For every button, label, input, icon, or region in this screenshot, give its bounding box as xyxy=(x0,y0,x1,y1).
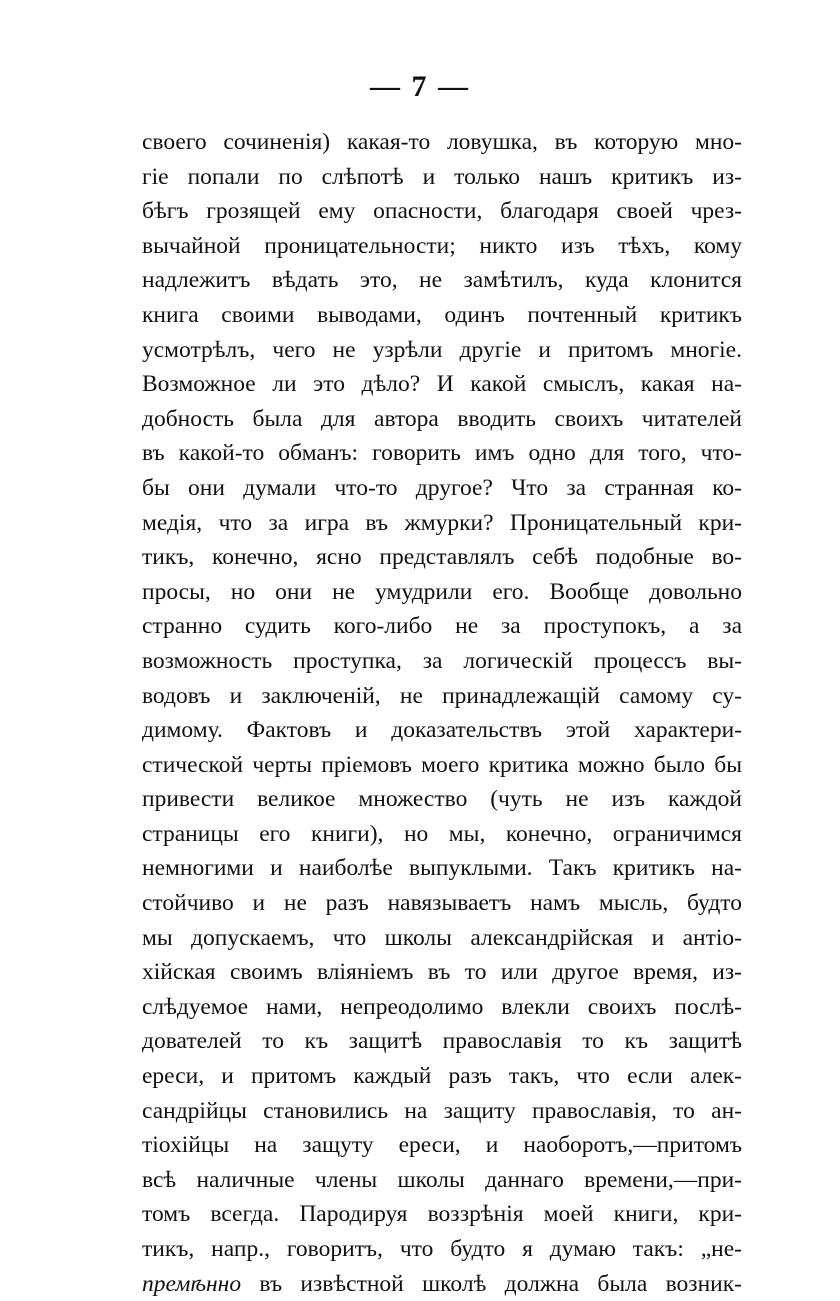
text-line: страницы его книги), но мы, конечно, ограничимся xyxy=(142,820,742,847)
text-line: Возможное ли это дѣло? И какой смыслъ, какая на- xyxy=(142,371,742,398)
text-line: надлежитъ вѣдать это, не замѣтилъ, куда клонится xyxy=(142,267,742,294)
text-line: всѣ наличные члены школы даннаго времени,—при- xyxy=(142,1166,742,1193)
text-line: сандрійцы становились на защиту православія, то ан- xyxy=(142,1097,742,1124)
text-line: своего сочиненія) какая-то ловушка, въ которую мно- xyxy=(142,129,742,155)
text-line: тіохійцы на защуту ереси, и наоборотъ,—притомъ xyxy=(142,1132,742,1159)
text-line: хійская своимъ вліяніемъ въ то или другое время, из- xyxy=(142,959,742,986)
text-line: странно судить кого-либо не за проступокъ, а за xyxy=(142,613,742,640)
text-line: вычайной проницательности; никто изъ тѣхъ, кому xyxy=(142,232,742,259)
text-line: гіе попали по слѣпотѣ и только нашъ критикъ из- xyxy=(142,163,742,190)
text-line-last xyxy=(142,1267,742,1301)
page-number: — 7 — xyxy=(370,70,470,103)
text-line: водовъ и заключеній, не принадлежащій самому су- xyxy=(142,682,742,709)
text-line: немногими и наиболѣе выпуклыми. Такъ критикъ на- xyxy=(142,855,742,882)
emphasized-word: премѣнно xyxy=(142,1270,242,1297)
text-line: дователей то къ защитѣ православія то къ защитѣ xyxy=(142,1028,742,1055)
text-line: стойчиво и не разъ навязываетъ намъ мысль, будто xyxy=(142,890,742,917)
text-line: ереси, и притомъ каждый разъ такъ, что если алек- xyxy=(142,1063,742,1090)
body-text xyxy=(142,125,742,1301)
text-line: добность была для автора вводить своихъ читателей xyxy=(142,405,742,432)
text-line: стической черты пріемовъ моего критика можно было бы xyxy=(142,751,742,778)
text-line: привести великое множество (чуть не изъ каждой xyxy=(142,786,742,813)
text-line: димому. Фактовъ и доказательствъ этой характери- xyxy=(142,717,742,744)
text-line: медія, что за игра въ жмурки? Проницательный кри- xyxy=(142,509,742,536)
text-line: томъ всегда. Пародируя воззрѣнія моей книги, кри- xyxy=(142,1201,742,1228)
text-line: въ какой-то обманъ: говорить имъ одно для того, что- xyxy=(142,440,742,467)
text-line: слѣдуемое нами, непреодолимо влекли своихъ послѣ- xyxy=(142,993,742,1020)
text-line: книга своими выводами, одинъ почтенный критикъ xyxy=(142,301,742,328)
text-line: просы, но они не умудрили его. Вообще довольно xyxy=(142,578,742,605)
text-line: бы они думали что-то другое? Что за странная ко- xyxy=(142,474,742,501)
text-line: усмотрѣлъ, чего не узрѣли другіе и притомъ многіе. xyxy=(142,336,742,363)
last-line-rest: въ извѣстной школѣ должна была возник- xyxy=(241,1270,742,1297)
text-line: тикъ, напр., говоритъ, что будто я думаю такъ: „не- xyxy=(142,1236,742,1262)
text-line: возможность проступка, за логическій процессъ вы- xyxy=(142,647,742,674)
text-line: мы допускаемъ, что школы александрійская и антіо- xyxy=(142,924,742,951)
text-line: тикъ, конечно, ясно представлялъ себѣ подобные во- xyxy=(142,544,742,571)
text-line: бѣгъ грозящей ему опасности, благодаря своей чрез- xyxy=(142,198,742,225)
